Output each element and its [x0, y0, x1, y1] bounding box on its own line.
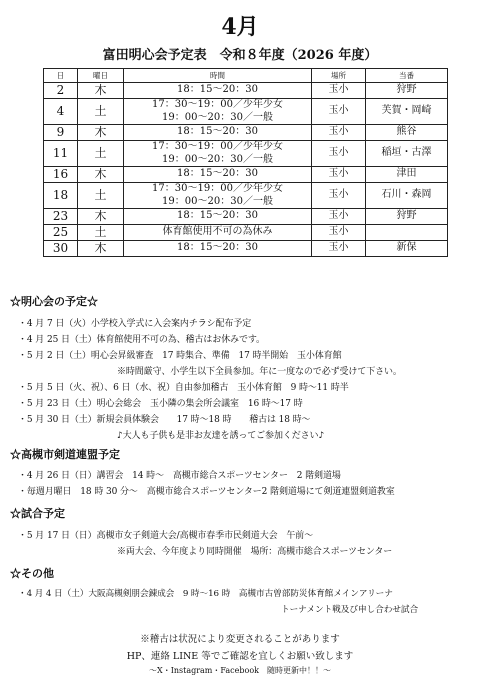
schedule-note: トーナメント戦及び申し合わせ試合: [281, 605, 419, 615]
time-line: 17：30〜19：00／少年少女: [152, 183, 283, 194]
header-day: 日: [44, 69, 78, 83]
cell-day: 23: [44, 209, 78, 225]
cell-weekday: 木: [78, 241, 124, 257]
schedule-body: [44, 83, 448, 257]
schedule-note: ♪大人も子供も是非お友達を誘ってご参加ください♪: [117, 431, 325, 441]
cell-day: 9: [44, 125, 78, 141]
schedule-line: ・5 月 2 日（土）明心会昇級審査 17 時集合、準備 17 時半開始 玉小体育館: [18, 351, 342, 361]
cell-duty: 狩野: [366, 209, 448, 225]
time-line: 体育館使用不可の為休み: [162, 226, 273, 238]
table-row: [44, 183, 448, 209]
cell-time: [124, 99, 312, 125]
cell-duty: [366, 225, 448, 241]
section-title-renmei: ☆高槻市剣道連盟予定: [10, 448, 120, 461]
header-place: 場所: [312, 69, 366, 83]
time-line: 19：00〜20：30／一般: [162, 195, 273, 207]
cell-duty: 芙賀・岡崎: [366, 99, 448, 125]
schedule-table: [43, 68, 448, 257]
section-title-other: ☆その他: [10, 567, 54, 580]
cell-duty: 狩野: [366, 83, 448, 99]
table-row: [44, 83, 448, 99]
cell-weekday: 木: [78, 83, 124, 99]
cell-weekday: 土: [78, 141, 124, 167]
cell-place: 玉小: [312, 167, 366, 183]
time-line: 17：30〜19：00／少年少女: [152, 99, 283, 110]
cell-time: [124, 167, 312, 183]
table-header-row: [44, 69, 448, 83]
cell-weekday: 土: [78, 183, 124, 209]
header-weekday: 曜日: [78, 69, 124, 83]
table-row: [44, 241, 448, 257]
cell-time: [124, 241, 312, 257]
cell-day: 4: [44, 99, 78, 125]
cell-place: 玉小: [312, 99, 366, 125]
cell-time: [124, 141, 312, 167]
page-subtitle: 富田明心会予定表 令和８年度（2026 年度）: [102, 48, 378, 63]
time-line: 18：15〜20：30: [177, 84, 258, 96]
cell-day: 11: [44, 141, 78, 167]
cell-day: 25: [44, 225, 78, 241]
schedule-line: ・5 月 17 日（日）高槻市女子剣道大会/高槻市春季市民剣道大会 午前〜: [18, 531, 314, 541]
cell-place: 玉小: [312, 225, 366, 241]
cell-duty: 津田: [366, 167, 448, 183]
footer-sns: 〜X・Instagram・Facebook 随時更新中！！〜: [149, 666, 331, 675]
cell-time: [124, 83, 312, 99]
time-line: 18：15〜20：30: [177, 242, 258, 254]
schedule-line: ・4 月 26 日（日）講習会 14 時〜 高槻市総合スポーツセンター 2 階剣道場: [18, 471, 341, 481]
section-title-shiai: ☆試合予定: [10, 507, 65, 520]
cell-weekday: 土: [78, 225, 124, 241]
cell-duty: 熊谷: [366, 125, 448, 141]
header-time: 時間: [124, 69, 312, 83]
time-line: 18：15〜20：30: [177, 210, 258, 222]
schedule-line: ・毎週月曜日 18 時 30 分〜 高槻市総合スポーツセンター2 階剣道場にて剣道連盟剣道教室: [18, 487, 395, 497]
schedule-note: ※時間厳守、小学生以下全員参加。年に一度なので必ず受けて下さい。: [117, 367, 402, 377]
schedule-note: ※両大会、今年度より同時開催 場所：高槻市総合スポーツセンター: [117, 547, 393, 557]
table-row: [44, 141, 448, 167]
table-row: [44, 167, 448, 183]
table-row: [44, 99, 448, 125]
time-line: 19：00〜20：30／一般: [162, 153, 273, 165]
page-title: 4月: [221, 14, 259, 40]
time-line: 18：15〜20：30: [177, 126, 258, 138]
cell-time: [124, 125, 312, 141]
cell-day: 30: [44, 241, 78, 257]
table-row: [44, 125, 448, 141]
header-duty: 当番: [366, 69, 448, 83]
time-line: 17：30〜19：00／少年少女: [152, 141, 283, 152]
time-line: 18：15〜20：30: [177, 168, 258, 180]
cell-time: [124, 225, 312, 241]
cell-time: [124, 183, 312, 209]
schedule-line: ・5 月 30 日（土）新規会員体験会 17 時〜18 時 稽古は 18 時〜: [18, 415, 311, 425]
cell-place: 玉小: [312, 241, 366, 257]
cell-duty: 稲垣・古澤: [366, 141, 448, 167]
schedule-line: ・4 月 25 日（土）体育館使用不可の為、稽古はお休みです。: [18, 335, 265, 345]
schedule-line: ・5 月 5 日（火、祝）、6 日（水、祝）自由参加稽古 玉小体育館 9 時〜11 時半: [18, 383, 349, 393]
cell-place: 玉小: [312, 83, 366, 99]
cell-place: 玉小: [312, 209, 366, 225]
footer-note: ※稽古は状況により変更されることがあります: [140, 634, 340, 645]
cell-weekday: 木: [78, 209, 124, 225]
cell-duty: 新保: [366, 241, 448, 257]
schedule-line: ・4 月 4 日（土）大阪高槻剣朋会錬成会 9 時〜16 時 高槻市古曽部防災体育館メインアリーナ: [18, 589, 393, 599]
cell-place: 玉小: [312, 183, 366, 209]
cell-day: 18: [44, 183, 78, 209]
cell-weekday: 土: [78, 99, 124, 125]
table-row: [44, 225, 448, 241]
cell-weekday: 木: [78, 167, 124, 183]
time-line: 19：00〜20：30／一般: [162, 111, 273, 123]
cell-place: 玉小: [312, 125, 366, 141]
cell-day: 2: [44, 83, 78, 99]
cell-weekday: 木: [78, 125, 124, 141]
section-title-meishinkai: ☆明心会の予定☆: [10, 295, 98, 308]
cell-place: 玉小: [312, 141, 366, 167]
cell-time: [124, 209, 312, 225]
schedule-line: ・5 月 23 日（土）明心会総会 玉小隣の集会所会議室 16 時〜17 時: [18, 399, 303, 409]
schedule-line: ・4 月 7 日（火）小学校入学式に入会案内チラシ配布予定: [18, 319, 252, 329]
cell-day: 16: [44, 167, 78, 183]
table-row: [44, 209, 448, 225]
footer-contact: HP、連絡 LINE 等でご確認を宜しくお願い致します: [126, 651, 354, 662]
cell-duty: 石川・森岡: [366, 183, 448, 209]
